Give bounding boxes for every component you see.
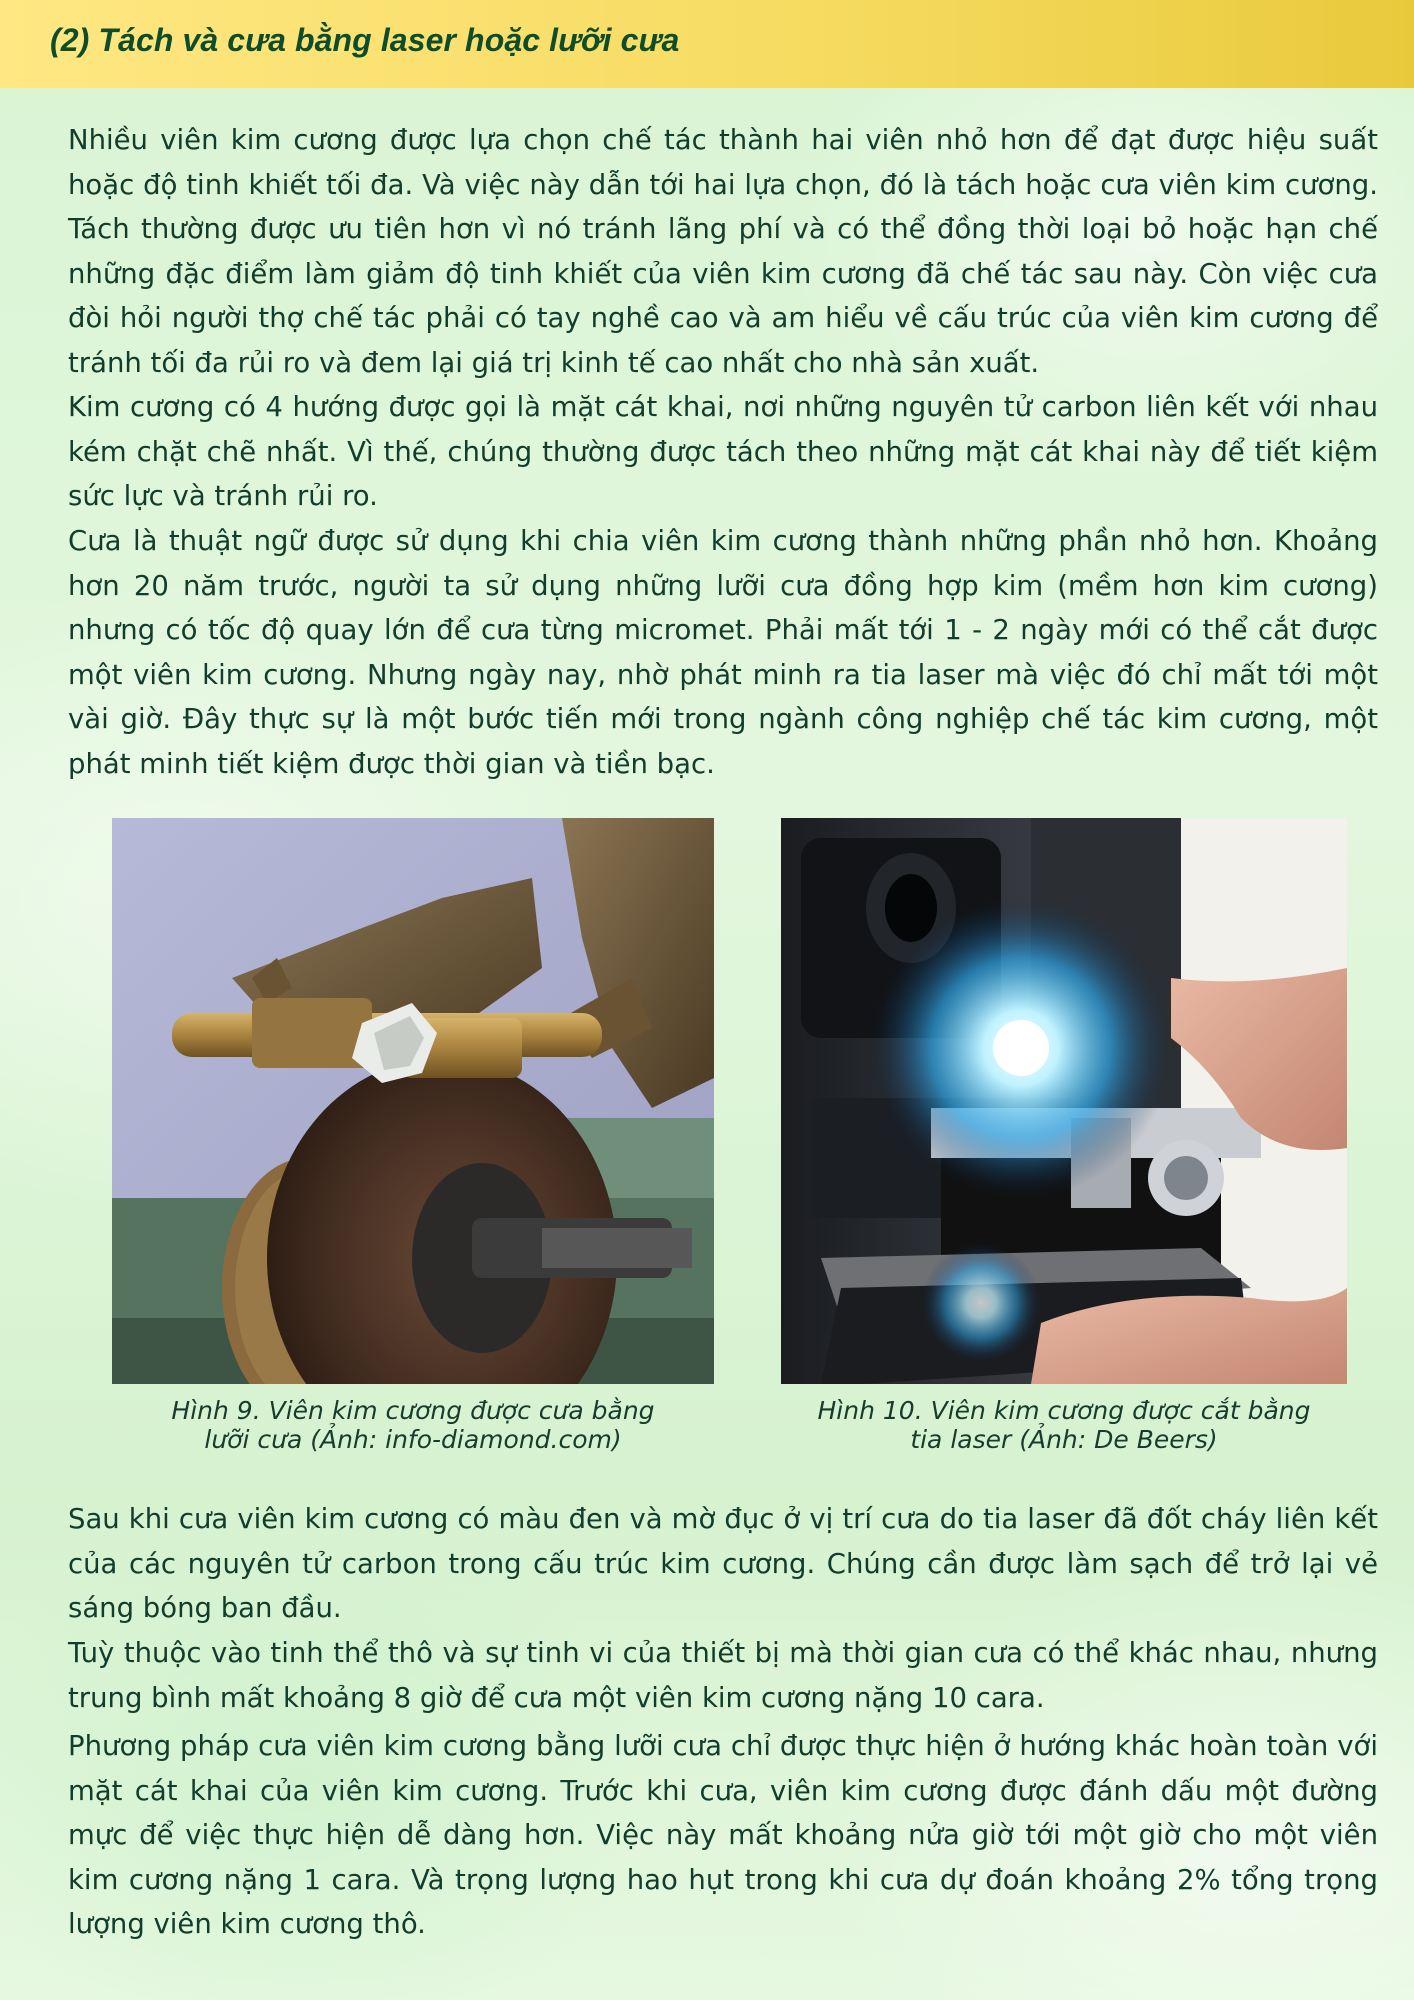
paragraph-cleavage-planes: Kim cương có 4 hướng được gọi là mặt cát khai, nơi những nguyên tử carbon liên kết với nhau kém chặt chẽ nhất. Vì thế, chúng thường được tách theo những mặt cát khai này để tiết kiệm sức lực và tránh rủi ro. (68, 391, 1378, 512)
paragraph-sawing-history: Cưa là thuật ngữ được sử dụng khi chia viên kim cương thành những phần nhỏ hơn. Khoảng hơn 20 năm trước, người ta sử dụng những lưỡi cưa đồng hợp kim (mềm hơn kim cương) nhưng có tốc độ quay lớn để cưa từng micromet. Phải mất tới 1 - 2 ngày mới có thể cắt được một viên kim cương. Nhưng ngày nay, nhờ phát minh ra tia laser mà việc đó chỉ mất tới một vài giờ. Đây thực sự là một bước tiến mới trong ngành công nghiệp chế tác kim cương, một phát minh tiết kiệm được thời gian và tiền bạc. (68, 525, 1378, 780)
saw-machine-illustration (112, 818, 714, 1384)
paragraph-sawing-time: Tuỳ thuộc vào tinh thể thô và sự tinh vi của thiết bị mà thời gian cưa có thể khác nhau, nhưng trung bình mất khoảng 8 giờ để cưa một viên kim cương nặng 10 cara. (68, 1637, 1378, 1714)
paragraph-after-sawing: Sau khi cưa viên kim cương có màu đen và mờ đục ở vị trí cưa do tia laser đã đốt cháy liên kết của các nguyên tử carbon trong cấu trúc kim cương. Chúng cần được làm sạch để trở lại vẻ sáng bóng ban đầu. (68, 1503, 1378, 1624)
figure-9-caption (112, 1396, 714, 1454)
figure-9-saw-photo (112, 818, 714, 1384)
figure-9-caption-line-2: lưỡi cưa (Ảnh: info-diamond.com) (204, 1425, 622, 1454)
figure-10-caption-line-2: tia laser (Ảnh: De Beers) (910, 1425, 1218, 1454)
header-band (0, 0, 1414, 88)
laser-microscope-illustration (781, 818, 1347, 1384)
paragraph-selection-intro: Nhiều viên kim cương được lựa chọn chế tác thành hai viên nhỏ hơn để đạt được hiệu suất hoặc độ tinh khiết tối đa. Và việc này dẫn tới hai lựa chọn, đó là tách hoặc cưa viên kim cương. Tách thường được ưu tiên hơn vì nó tránh lãng phí và có thể đồng thời loại bỏ hoặc hạn chế những đặc điểm làm giảm độ tinh khiết của viên kim cương đã chế tác sau này. Còn việc cưa đòi hỏi người thợ chế tác phải có tay nghề cao và am hiểu về cấu trúc của viên kim cương để tránh tối đa rủi ro và đem lại giá trị kinh tế cao nhất cho nhà sản xuất. (68, 124, 1378, 379)
section-title: (2) Tách và cưa bằng laser hoặc lưỡi cưa (50, 22, 680, 58)
figure-10-caption (781, 1396, 1347, 1454)
figure-9-caption-line-1: Hình 9. Viên kim cương được cưa bằng (171, 1396, 655, 1425)
figure-10-laser-photo (781, 818, 1347, 1384)
paragraph-blade-method: Phương pháp cưa viên kim cương bằng lưỡi cưa chỉ được thực hiện ở hướng khác hoàn toàn với mặt cát khai của viên kim cương. Trước khi cưa, viên kim cương được đánh dấu một đường mực để việc thực hiện dễ dàng hơn. Việc này mất khoảng nửa giờ tới một giờ cho một viên kim cương nặng 1 cara. Và trọng lượng hao hụt trong khi cưa dự đoán khoảng 2% tổng trọng lượng viên kim cương thô. (68, 1730, 1378, 1940)
figure-10-caption-line-1: Hình 10. Viên kim cương được cắt bằng (817, 1396, 1311, 1425)
